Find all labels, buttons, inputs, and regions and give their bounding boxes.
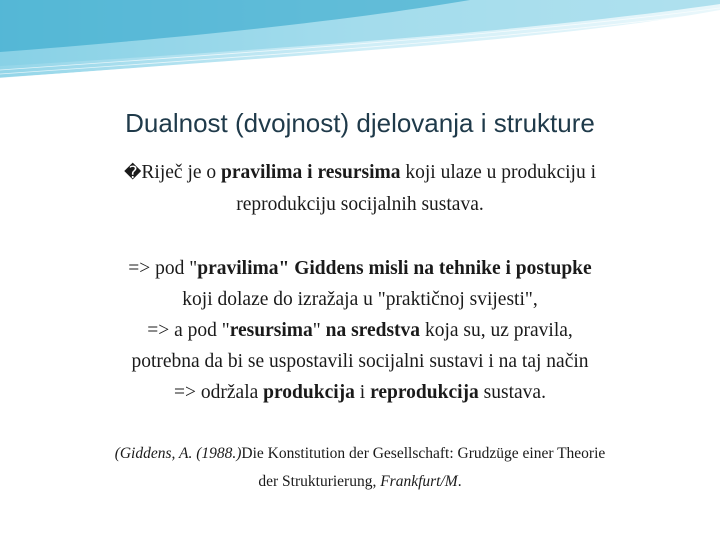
header-wave-decoration	[0, 0, 720, 90]
bold-text-run: produkcija	[263, 382, 355, 403]
paragraph-line	[0, 377, 720, 408]
text-run: i	[354, 382, 371, 403]
text-run: => pod "	[128, 258, 198, 279]
paragraph-line	[0, 157, 720, 189]
text-run: .	[457, 473, 462, 490]
paragraph-line	[0, 253, 720, 284]
bold-text-run: na sredstva	[325, 320, 421, 341]
bold-text-run: reprodukcija	[370, 382, 479, 403]
text-run: "	[312, 320, 326, 341]
citation-line	[0, 468, 720, 496]
text-run: koja su, uz pravila,	[420, 320, 573, 341]
reference-citation	[0, 440, 720, 496]
text-run: Die Konstitution der Gesellschaft: Grudzüge einer Theorie	[241, 445, 606, 462]
paragraph-definition	[0, 157, 720, 220]
text-run: Riječ je o	[141, 162, 222, 183]
citation-line	[0, 440, 720, 468]
italic-text-run: Frankfurt/M	[380, 473, 458, 490]
italic-text-run: (Giddens, A. (1988.)	[114, 445, 242, 462]
bold-text-run: pravilima" Giddens misli na tehnike i postupke	[197, 258, 592, 279]
text-run: koji ulaze u produkciju i	[400, 162, 596, 183]
bold-text-run: pravilima i resursima	[221, 162, 401, 183]
paragraph-line: koji dolaze do izražaja u "praktičnoj svijesti",	[182, 289, 538, 310]
paragraph-line: potrebna da bi se uspostavili socijalni sustavi i na taj način	[131, 351, 589, 372]
slide-title: Dualnost (dvojnost) djelovanja i strukture	[125, 108, 595, 138]
bold-text-run: resursima	[229, 320, 313, 341]
paragraph-explanation	[0, 253, 720, 408]
text-run: => održala	[174, 382, 264, 403]
text-run: sustava.	[478, 382, 546, 403]
paragraph-line: reprodukciju socijalnih sustava.	[236, 194, 484, 215]
bullet-glyph: �	[123, 163, 142, 183]
text-run: der Strukturierung,	[258, 473, 381, 490]
text-run: => a pod "	[147, 320, 230, 341]
paragraph-line	[0, 315, 720, 346]
